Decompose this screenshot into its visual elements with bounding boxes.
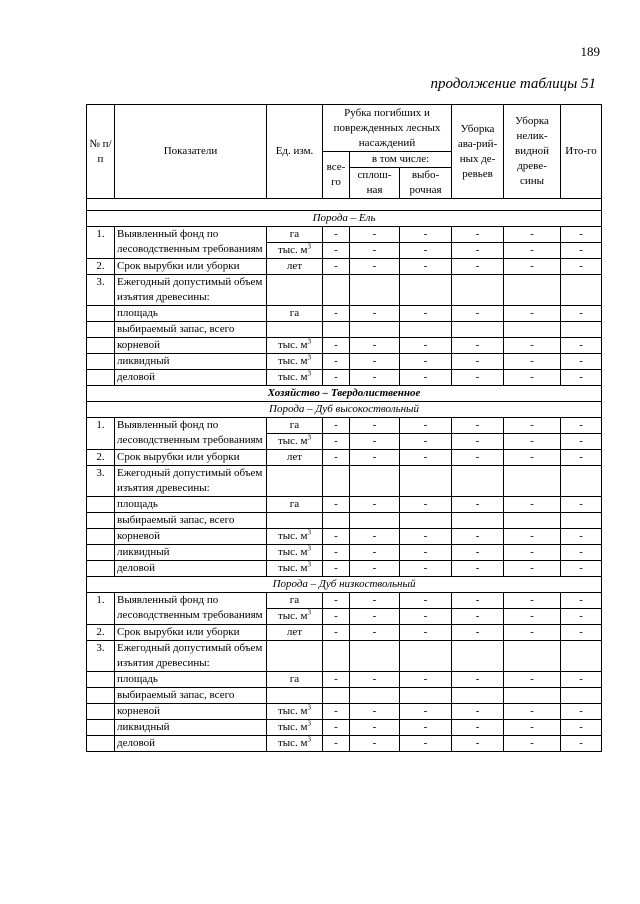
table-caption: продолжение таблицы 51 [430,76,596,92]
value-cell: - [561,243,602,259]
value-cell: - [452,720,504,736]
table-row [87,720,602,736]
value-cell [400,513,452,529]
value-cell [504,322,561,338]
value-cell [452,466,504,497]
value-cell: - [504,354,561,370]
value-cell: - [561,593,602,609]
row-unit: тыс. $м^3$ [267,609,323,625]
row-label: площадь [115,497,267,513]
value-cell: - [452,306,504,322]
table-body [87,211,602,752]
value-cell [323,641,350,672]
value-cell: - [561,370,602,386]
header-total: все-го [323,152,350,199]
value-cell: - [350,418,400,434]
row-number [87,720,115,736]
row-unit: тыс. $м^3$ [267,370,323,386]
value-cell: - [350,529,400,545]
row-label: Срок вырубки или уборки [115,259,267,275]
table-row [87,259,602,275]
row-number [87,306,115,322]
value-cell: - [504,497,561,513]
value-cell: - [400,704,452,720]
data-table [86,104,602,752]
row-unit: га [267,306,323,322]
row-unit: тыс. $м^3$ [267,338,323,354]
value-cell [504,466,561,497]
row-unit: га [267,497,323,513]
table-row [87,593,602,609]
value-cell: - [323,450,350,466]
table-row [87,688,602,704]
row-unit: лет [267,259,323,275]
value-cell [504,513,561,529]
row-unit: лет [267,625,323,641]
table-row [87,497,602,513]
header-unit: Ед. изм. [267,105,323,199]
value-cell [400,688,452,704]
row-label: Срок вырубки или уборки [115,450,267,466]
row-number [87,688,115,704]
row-unit: лет [267,450,323,466]
value-cell: - [323,434,350,450]
value-cell: - [504,593,561,609]
value-cell [561,322,602,338]
table-row [87,338,602,354]
value-cell: - [452,593,504,609]
value-cell [400,322,452,338]
value-cell: - [561,354,602,370]
value-cell: - [350,243,400,259]
row-unit: тыс. $м^3$ [267,561,323,577]
row-label: деловой [115,370,267,386]
table-row [87,275,602,306]
value-cell [504,641,561,672]
row-label: площадь [115,306,267,322]
value-cell: - [504,720,561,736]
value-cell [504,688,561,704]
row-label: Выявленный фонд по лесоводственным требованиям [115,227,267,259]
value-cell: - [350,354,400,370]
table-row [87,561,602,577]
value-cell: - [504,609,561,625]
value-cell: - [350,625,400,641]
row-number [87,513,115,529]
value-cell [561,688,602,704]
header-selective: выбо-рочная [400,168,452,199]
value-cell: - [504,672,561,688]
header-including: в том числе: [350,152,452,168]
value-cell: - [400,545,452,561]
value-cell [452,688,504,704]
value-cell: - [323,561,350,577]
value-cell: - [323,227,350,243]
value-cell: - [350,593,400,609]
value-cell: - [400,418,452,434]
value-cell [452,641,504,672]
value-cell: - [323,338,350,354]
value-cell: - [400,609,452,625]
row-label: выбираемый запас, всего [115,322,267,338]
row-unit: тыс. $м^3$ [267,736,323,752]
value-cell: - [400,672,452,688]
value-cell: - [504,625,561,641]
value-cell: - [452,418,504,434]
row-label: ликвидный [115,354,267,370]
value-cell: - [452,243,504,259]
value-cell: - [561,338,602,354]
row-unit: тыс. $м^3$ [267,529,323,545]
value-cell [452,322,504,338]
row-label: Ежегодный допустимый объем изъятия древесины: [115,641,267,672]
header-itogo: Ито-го [561,105,602,199]
value-cell: - [323,625,350,641]
value-cell: - [400,434,452,450]
value-cell: - [350,450,400,466]
value-cell [504,275,561,306]
value-cell: - [323,736,350,752]
value-cell [561,466,602,497]
row-number: 2. [87,625,115,641]
value-cell: - [452,450,504,466]
row-label: Выявленный фонд по лесоводственным требованиям [115,418,267,450]
value-cell: - [400,497,452,513]
value-cell: - [452,529,504,545]
value-cell [350,688,400,704]
row-number [87,704,115,720]
value-cell: - [350,338,400,354]
value-cell: - [350,561,400,577]
table-row [87,322,602,338]
value-cell: - [400,306,452,322]
header-num: № п/п [87,105,115,199]
page-number: 189 [580,44,600,59]
section-title: Порода – Дуб низкоствольный [87,577,602,593]
row-label: выбираемый запас, всего [115,688,267,704]
value-cell: - [504,529,561,545]
row-label: Ежегодный допустимый объем изъятия древесины: [115,275,267,306]
value-cell: - [452,338,504,354]
section-title: Порода – Дуб высокоствольный [87,402,602,418]
row-label: площадь [115,672,267,688]
value-cell: - [504,434,561,450]
row-number [87,370,115,386]
row-unit [267,513,323,529]
value-cell [350,322,400,338]
row-label: Ежегодный допустимый объем изъятия древесины: [115,466,267,497]
header-emergency: Уборка ава-рий-ных де-ревьев [452,105,504,199]
value-cell [323,275,350,306]
row-label: Срок вырубки или уборки [115,625,267,641]
row-unit: тыс. $м^3$ [267,720,323,736]
row-number: 3. [87,275,115,306]
value-cell: - [561,672,602,688]
row-label: выбираемый запас, всего [115,513,267,529]
value-cell: - [323,672,350,688]
row-unit [267,688,323,704]
value-cell: - [350,720,400,736]
value-cell [561,513,602,529]
table-row [87,736,602,752]
value-cell: - [350,306,400,322]
value-cell: - [452,625,504,641]
value-cell: - [561,561,602,577]
row-unit [267,275,323,306]
value-cell: - [400,529,452,545]
header-clear: сплош-ная [350,168,400,199]
header-indicator: Показатели [115,105,267,199]
value-cell: - [452,497,504,513]
row-number: 2. [87,259,115,275]
row-unit: тыс. $м^3$ [267,434,323,450]
table-row [87,529,602,545]
section-title-row [87,402,602,418]
value-cell: - [400,720,452,736]
value-cell: - [323,370,350,386]
row-unit: тыс. $м^3$ [267,354,323,370]
value-cell: - [323,259,350,275]
value-cell [350,513,400,529]
row-unit: га [267,593,323,609]
value-cell: - [323,497,350,513]
value-cell: - [323,593,350,609]
row-number [87,497,115,513]
value-cell: - [452,609,504,625]
value-cell: - [350,704,400,720]
value-cell: - [400,561,452,577]
table-row [87,672,602,688]
value-cell: - [504,259,561,275]
value-cell [452,275,504,306]
value-cell: - [504,545,561,561]
value-cell: - [452,672,504,688]
value-cell: - [561,227,602,243]
row-unit: га [267,227,323,243]
value-cell: - [452,704,504,720]
section-title: Хозяйство – Твердолиственное [87,386,602,402]
header-cutting: Рубка погибших и поврежденных лесных насаждений [323,105,452,152]
value-cell: - [452,354,504,370]
row-label: корневой [115,704,267,720]
row-unit: га [267,418,323,434]
value-cell: - [504,243,561,259]
value-cell: - [400,370,452,386]
row-number: 2. [87,450,115,466]
value-cell: - [561,418,602,434]
value-cell: - [561,704,602,720]
table-row [87,306,602,322]
row-number [87,561,115,577]
table-row [87,418,602,434]
header-illiquid: Уборка нелик-видной древе-сины [504,105,561,199]
value-cell [452,513,504,529]
value-cell [400,275,452,306]
value-cell: - [350,370,400,386]
value-cell: - [350,497,400,513]
value-cell: - [350,545,400,561]
value-cell: - [561,609,602,625]
value-cell: - [452,545,504,561]
row-unit: га [267,672,323,688]
row-number: 3. [87,466,115,497]
value-cell: - [452,370,504,386]
table-header [87,105,602,211]
value-cell: - [350,434,400,450]
value-cell: - [400,593,452,609]
row-label: деловой [115,561,267,577]
value-cell: - [504,227,561,243]
value-cell: - [350,609,400,625]
value-cell: - [561,529,602,545]
value-cell [561,641,602,672]
value-cell: - [452,736,504,752]
value-cell: - [323,720,350,736]
row-number [87,529,115,545]
value-cell: - [504,704,561,720]
row-number [87,545,115,561]
value-cell: - [350,672,400,688]
section-title: Порода – Ель [87,211,602,227]
blank-row [87,199,602,211]
row-number [87,354,115,370]
value-cell: - [400,354,452,370]
value-cell [400,466,452,497]
table-row [87,625,602,641]
row-number [87,736,115,752]
value-cell: - [561,625,602,641]
value-cell [323,322,350,338]
value-cell: - [504,561,561,577]
value-cell: - [400,243,452,259]
value-cell: - [504,450,561,466]
value-cell: - [323,704,350,720]
table-row [87,354,602,370]
value-cell: - [323,545,350,561]
section-title-row [87,211,602,227]
value-cell: - [400,625,452,641]
value-cell: - [504,370,561,386]
value-cell: - [323,243,350,259]
row-unit: тыс. $м^3$ [267,704,323,720]
value-cell: - [452,259,504,275]
row-unit: тыс. $м^3$ [267,545,323,561]
row-unit [267,641,323,672]
row-number: 1. [87,227,115,259]
value-cell: - [400,227,452,243]
value-cell: - [504,418,561,434]
value-cell: - [504,736,561,752]
value-cell: - [452,561,504,577]
value-cell: - [452,227,504,243]
value-cell [350,466,400,497]
value-cell: - [323,306,350,322]
table-row [87,704,602,720]
row-unit [267,466,323,497]
value-cell: - [561,450,602,466]
section-title-row [87,386,602,402]
row-label: корневой [115,529,267,545]
value-cell: - [504,306,561,322]
value-cell: - [400,450,452,466]
table-row [87,450,602,466]
value-cell: - [561,306,602,322]
row-label: корневой [115,338,267,354]
value-cell: - [323,418,350,434]
value-cell: - [561,434,602,450]
value-cell [350,641,400,672]
value-cell: - [561,497,602,513]
row-label: ликвидный [115,720,267,736]
table-row [87,641,602,672]
value-cell: - [350,227,400,243]
value-cell: - [323,529,350,545]
value-cell: - [350,736,400,752]
value-cell [350,275,400,306]
value-cell: - [323,354,350,370]
value-cell: - [400,338,452,354]
table-row [87,370,602,386]
value-cell [561,275,602,306]
value-cell: - [452,434,504,450]
row-unit: тыс. $м^3$ [267,243,323,259]
row-number [87,672,115,688]
row-number: 1. [87,418,115,450]
table-row [87,466,602,497]
value-cell: - [323,609,350,625]
value-cell: - [400,736,452,752]
value-cell [323,688,350,704]
table-row [87,545,602,561]
value-cell: - [400,259,452,275]
row-label: Выявленный фонд по лесоводственным требованиям [115,593,267,625]
table-row [87,227,602,243]
row-number: 3. [87,641,115,672]
row-unit [267,322,323,338]
row-number [87,322,115,338]
row-number: 1. [87,593,115,625]
value-cell: - [561,736,602,752]
value-cell [323,513,350,529]
row-label: деловой [115,736,267,752]
row-number [87,338,115,354]
value-cell [323,466,350,497]
section-title-row [87,577,602,593]
value-cell [400,641,452,672]
value-cell: - [350,259,400,275]
row-label: ликвидный [115,545,267,561]
value-cell: - [504,338,561,354]
value-cell: - [561,259,602,275]
table-row [87,513,602,529]
value-cell: - [561,720,602,736]
value-cell: - [561,545,602,561]
